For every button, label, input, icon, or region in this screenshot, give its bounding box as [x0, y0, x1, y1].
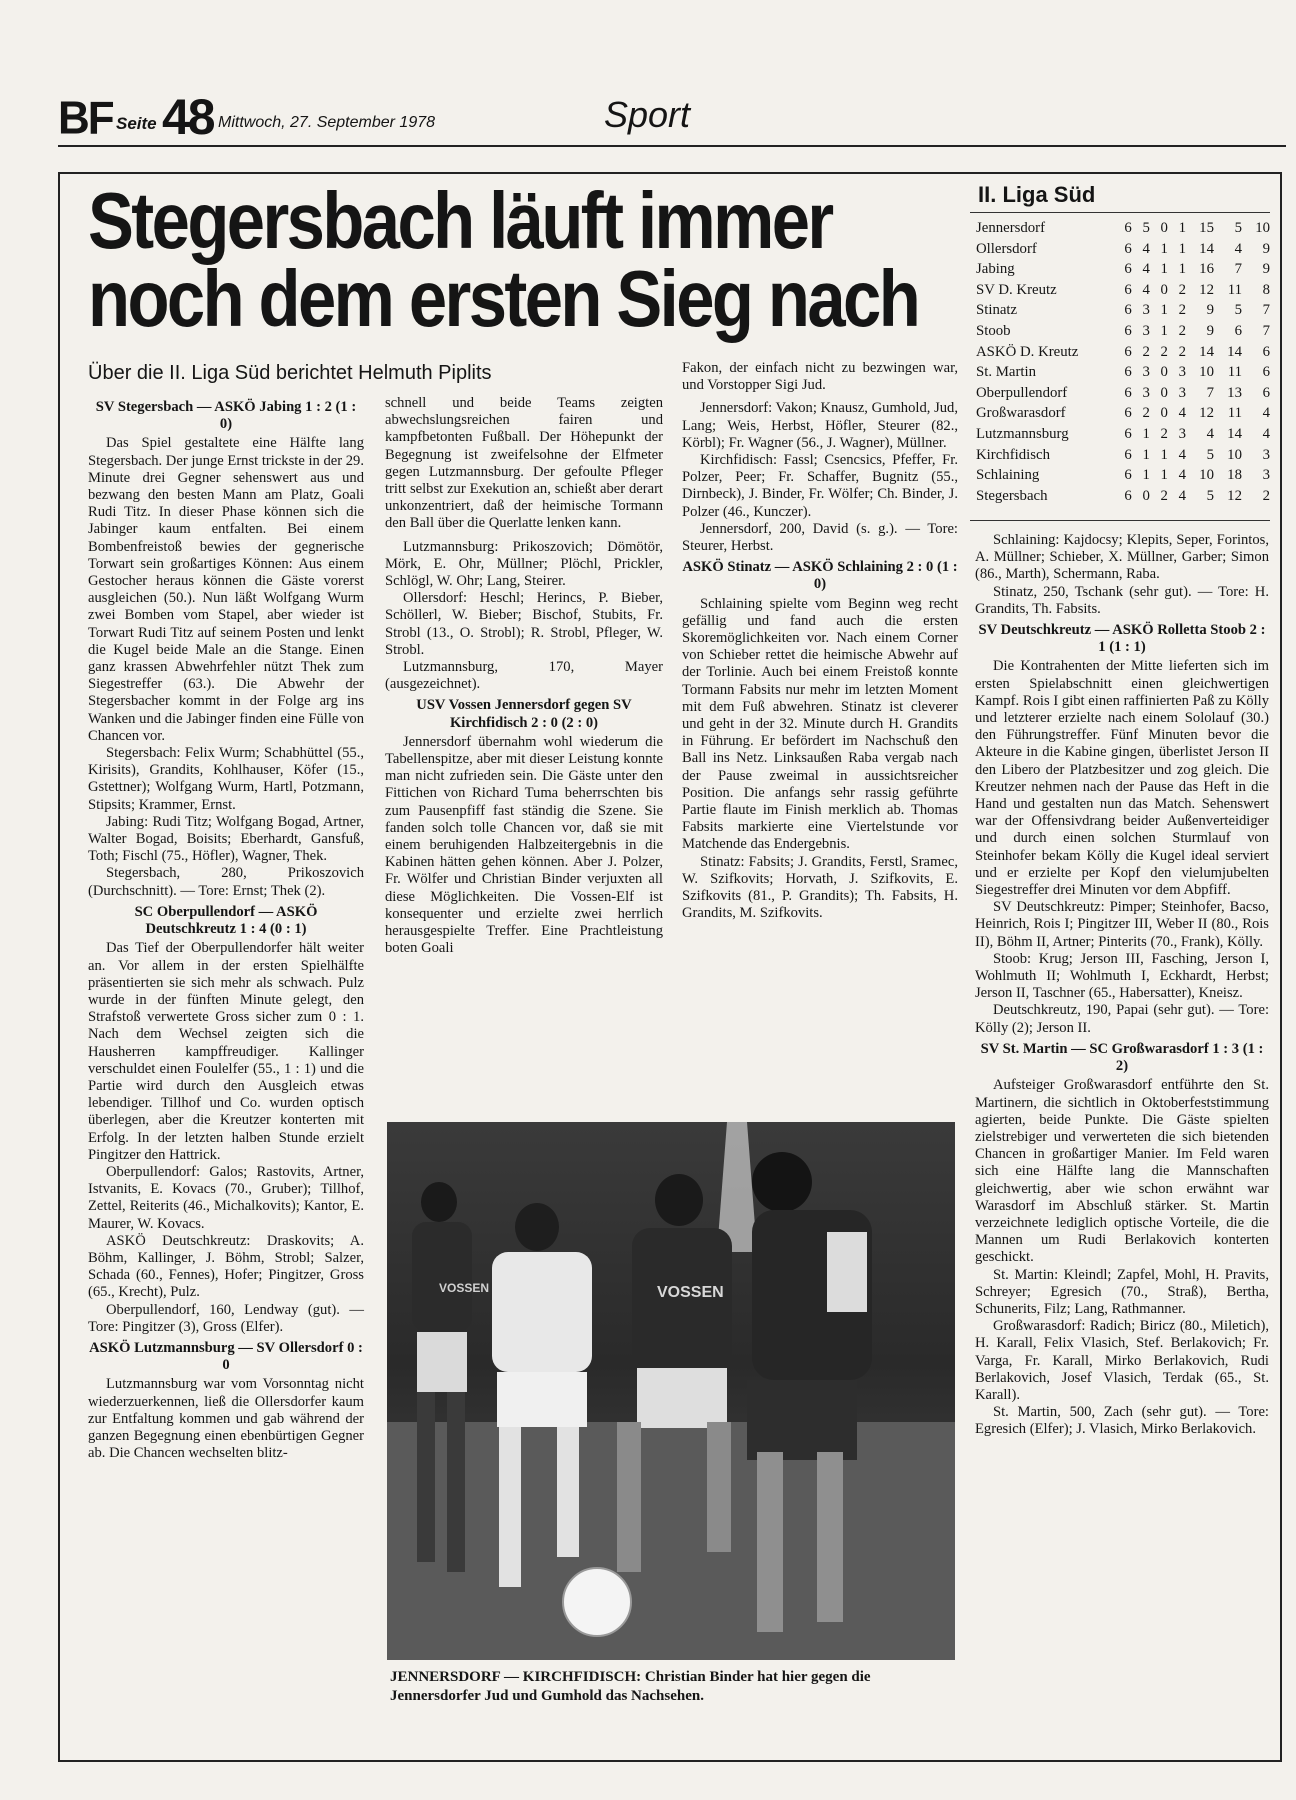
- league-row: [976, 445, 1270, 466]
- stat-cell: 6: [1124, 343, 1132, 360]
- stat-cell: 3: [1142, 322, 1150, 339]
- stat-cell: 5: [1234, 220, 1242, 236]
- lineup: Lutzmannsburg: Prikoszovich; Dömötör, Mörk, E. Ohr, Müllner; Plöchl, Prickler, Schlögl, W. Ohr; Lang, Steirer.: [385, 538, 663, 590]
- stat-cell: 5: [1234, 302, 1242, 319]
- stat-cell: 1: [1160, 467, 1168, 484]
- league-row: [976, 403, 1270, 424]
- stat-cell: 3: [1262, 446, 1270, 463]
- paragraph: Jennersdorf übernahm wohl wiederum die Tabellenspitze, aber mit dieser Leistung konnte man nicht zufrieden sein. Die Gäste unter den Fittichen von Richard Tuma beherrschten bis zum Pausenpfiff fast ständig die Szene. Sie fanden solch tolle Chancen vor, daß sie mit einem beruhigenden Halbzeitergebnis in die Kabinen hätten gehen können. Aber J. Polzer, Fr. Wölfer und Christian Binder verjuxten all diese Möglichkeiten. Die Vossen-Elf ist konsequenter und erzielte zwei herrlich herausgespielte Treffer. Eine Prachtleistung boten Goali: [385, 733, 663, 957]
- stat-cell: 12: [1199, 281, 1214, 298]
- stat-cell: 12: [1199, 405, 1214, 422]
- league-row: [976, 486, 1270, 507]
- lineup: SV Deutschkreutz: Pimper; Steinhofer, Bacso, Heinrich, Rois I; Pingitzer III, Weber II (80., Rois II), Böhm II, Artner; Pinterits (70., Frank), Kölly.: [975, 899, 1269, 950]
- team-name: Oberpullendorf: [976, 384, 1068, 401]
- stat-cell: 14: [1199, 343, 1214, 360]
- lineup: Oberpullendorf: Galos; Rastovits, Artner, Istvanits, E. Kovacs (70., Gruber); Tillhof, Zettel, Reiterits (46., Michalkovits); Kantor, E. Maurer, W. Kovacs.: [88, 1163, 364, 1232]
- stat-cell: 10: [1199, 467, 1214, 484]
- stat-cell: 2: [1178, 302, 1186, 319]
- stat-cell: 6: [1124, 446, 1132, 463]
- paragraph: Das Spiel gestaltete eine Hälfte lang Stegersbach. Der junge Ernst trickste in der 29. Minute drei Gegner sehenswert aus und bezwang den besten Mann am Platz, Goali Rudi Titz. In dieser Phase können sich die Jabinger kaum entfalten. Bei einem Bombenfreistoß bewies der gegnerische Torwart sein großartiges Können: Aus einem Gestocher heraus können die Gäste vorerst ausgleichen (50.). Nun läßt Wolfgang Wurm zwei Bomben vom Stapel, aber wieder ist Torwart Rudi Titz auf seinem Posten und lenkt die Kugel beide Male an die Stange. Einen ganz krassen Abwehrfehler nützt Thek zum Siegestreffer (63.). Die Abwehr der Stegersbacher kommt in der Folge arg ins Wanken und die Jabinger finden eine Fülle von Chancen vor.: [88, 435, 364, 744]
- stat-cell: 0: [1160, 405, 1168, 422]
- lineup: Stinatz: Fabsits; J. Grandits, Ferstl, Sramec, W. Szifkovits; Horvath, J. Szifkovits, E. Szifkovits (81., P. Grandits); Th. Fabsits, H. Grandits, M. Szifkovits.: [682, 853, 958, 922]
- lineup: Kirchfidisch: Fassl; Csencsics, Pfeffer, Fr. Polzer, Peer; Fr. Schaffer, Bugnitz (55., Dirnbeck), J. Binder, Fr. Wölfer; Ch. Binder, J. Polzer (46., Kunczer).: [682, 452, 958, 520]
- headline: [88, 176, 919, 343]
- stat-cell: 1: [1142, 467, 1150, 484]
- stat-cell: 3: [1142, 384, 1150, 401]
- team-name: Ollersdorf: [976, 240, 1037, 257]
- stat-cell: 7: [1262, 322, 1270, 339]
- stat-cell: 6: [1124, 364, 1132, 381]
- seite-label: Seite: [116, 114, 157, 133]
- stat-cell: 2: [1160, 487, 1168, 504]
- team-name: Jennersdorf: [976, 220, 1046, 236]
- stat-cell: 4: [1234, 240, 1242, 257]
- stat-cell: 4: [1262, 425, 1270, 442]
- paragraph: Lutzmannsburg war vom Vorsonntag nicht wiederzuerkennen, ließ die Ollersdorfer kaum zur Entfaltung kommen und gab während der ganzen Begegnung einen ebenbürtigen Gegner ab. Die Chancen wechselten blitz-: [88, 1376, 364, 1462]
- stat-cell: 6: [1124, 281, 1132, 298]
- team-name: Schlaining: [976, 467, 1040, 484]
- stat-cell: 8: [1262, 281, 1270, 298]
- byline: Über die II. Liga Süd berichtet Helmuth Piplits: [88, 362, 492, 384]
- paragraph: Die Kontrahenten der Mitte lieferten sich im ersten Spielabschnitt einen gleichwertigen Kampf. Rois I gibt einen raffinierten Paß zu Kölly und letzterer erzielte nach einem Sololauf (30.) den Führungstreffer. Fünf Minuten bevor die Akteure in die Kabine gingen, überlistet Jerson II den Libero der Platzbesitzer und zog gleich. Die Kreutzer nehmen nach der Pause das Heft in die Hand und gestalten nun das Match. Sehenswert war der Offensivdrang beider Außenverteidiger und durch einen solchen Sturmlauf von Steinhofer bekam Kölly die Kugel ideal serviert und er erzielte per Kopf den vielumjubelten Siegestreffer drei Minuten vor dem Abpfiff.: [975, 658, 1269, 899]
- lineup: Jennersdorf: Vakon; Knausz, Gumhold, Jud, Lang; Weis, Herbst, Höfler, Steurer (82., Körbl); Fr. Wagner (56., J. Wagner), Müllner.: [682, 400, 958, 451]
- league-row: [976, 321, 1270, 342]
- stat-cell: 15: [1199, 220, 1214, 236]
- stat-cell: 2: [1178, 322, 1186, 339]
- match-heading: SV Stegersbach — ASKÖ Jabing 1 : 2 (1 : 0): [95, 399, 357, 433]
- match-facts: Lutzmannsburg, 170, Mayer (ausgezeichnet).: [385, 659, 663, 693]
- match-photo: [387, 1122, 955, 1660]
- league-row: [976, 239, 1270, 260]
- lineup: Schlaining: Kajdocsy; Klepits, Seper, Forintos, A. Müllner; Schieber, X. Müllner, Garber; Simon (86., Marth), Schermann, Raba.: [975, 532, 1269, 583]
- league-row: [976, 300, 1270, 321]
- match-heading: ASKÖ Lutzmannsburg — SV Ollersdorf 0 : 0: [89, 1339, 363, 1374]
- stat-cell: 6: [1262, 364, 1270, 381]
- stat-cell: 10: [1255, 220, 1270, 236]
- stat-cell: 0: [1160, 364, 1168, 381]
- stat-cell: 1: [1178, 220, 1186, 236]
- team-name: Stoob: [976, 322, 1011, 339]
- stat-cell: 14: [1199, 240, 1214, 257]
- league-row: [976, 362, 1270, 383]
- lineup: Stoob: Krug; Jerson III, Fasching, Jerson I, Wohlmuth II; Wohlmuth I, Eckhardt, Herbst; Jerson II, Taschner (65., Habersatter), Kneisz.: [975, 950, 1269, 1002]
- stat-cell: 0: [1160, 281, 1168, 298]
- divider: [970, 212, 1270, 213]
- stat-cell: 4: [1178, 405, 1186, 422]
- team-name: Stegersbach: [976, 487, 1048, 504]
- stat-cell: 6: [1124, 302, 1132, 319]
- header-rule: [58, 145, 1286, 147]
- stat-cell: 9: [1262, 261, 1270, 278]
- section-title: Sport: [604, 94, 691, 135]
- stat-cell: 1: [1178, 261, 1186, 278]
- stat-cell: 1: [1160, 322, 1168, 339]
- shirt-text: VOSSEN: [657, 1284, 724, 1301]
- stat-cell: 6: [1124, 405, 1132, 422]
- match-heading: USV Vossen Jennersdorf gegen SV Kirchfidisch 2 : 0 (2 : 0): [416, 697, 632, 731]
- lineup: Jabing: Rudi Titz; Wolfgang Bogad, Artner, Walter Bogad, Boisits; Eberhardt, Gansfuß, Toth; Fischl (75., Höfler), Wagner, Thek.: [88, 813, 364, 865]
- stat-cell: 1: [1160, 302, 1168, 319]
- team-name: Stinatz: [976, 302, 1018, 319]
- stat-cell: 2: [1142, 343, 1150, 360]
- team-name: St. Martin: [976, 364, 1037, 381]
- page-number: 48: [162, 89, 214, 145]
- stat-cell: 3: [1178, 384, 1186, 401]
- team-name: ASKÖ D. Kreutz: [976, 343, 1079, 360]
- stat-cell: 2: [1178, 281, 1186, 298]
- team-name: SV D. Kreutz: [976, 281, 1057, 298]
- match-facts: Stegersbach, 280, Prikoszovich (Durchschnitt). — Tore: Ernst; Thek (2).: [88, 865, 364, 899]
- paragraph: Schlaining spielte vom Beginn weg recht gefällig und fand auch die ersten Skoremöglichkeiten vor. Nach einem Corner von Schieber rettet die heimische Abwehr auf der Torlinie. Auch bei einem Freistoß konnte Tormann Fabsits nur mehr im letzten Moment mit dem Fuß abwehren. Stinatz ist cleverer und geht in der 32. Minute durch H. Grandits in Führung. Er befördert im Nachschuß den Ball ins Netz. Linksaußen Raba vergab nach der Pause zweimal in aussichtsreicher Position. Die anfangs sehr rassig geführte Partie flaute im Finish merklich ab. Thomas Fabsits markierte eine Viertelstunde vor Matchende das Endergebnis.: [682, 595, 958, 853]
- stat-cell: 6: [1124, 425, 1132, 442]
- stat-cell: 6: [1124, 322, 1132, 339]
- paragraph: Das Tief der Oberpullendorfer hält weiter an. Vor allem in der ersten Spielhälfte präsentierten sie sich mehr als schwach. Pulz wurde in der fünften Minute gelegt, den Strafstoß verwertete Gross sicher zum 0 : 1. Nach dem Wechsel zeigten sich die Hausherren kampffreudiger. Kallinger verschuldet einen Foulelfer (55., 1 : 1) und die Partie wird durch den Ausgleich etwas lebendiger. Tillhof und Co. wurden optisch überlegen, aber die Kreutzer konterten mit Erfolg. In der letzten halben Stunde erzielt Pingitzer den Hattrick.: [88, 940, 364, 1163]
- stat-cell: 11: [1227, 281, 1242, 298]
- match-facts: Jennersdorf, 200, David (s. g.). — Tore: Steurer, Herbst.: [682, 520, 958, 555]
- stat-cell: 1: [1160, 240, 1168, 257]
- issue-date: Mittwoch, 27. September 1978: [218, 114, 436, 131]
- paragraph: Fakon, der einfach nicht zu bezwingen war, und Vorstopper Sigi Jud.: [682, 360, 958, 394]
- stat-cell: 3: [1262, 467, 1270, 484]
- league-row: [976, 465, 1270, 486]
- team-name: Jabing: [976, 261, 1015, 278]
- headline-line-2: noch dem ersten Sieg nach: [88, 254, 919, 343]
- league-row: [976, 218, 1270, 239]
- shirt-text: VOSSEN: [439, 1281, 490, 1295]
- stat-cell: 6: [1124, 384, 1132, 401]
- stat-cell: 7: [1262, 302, 1270, 319]
- paragraph: Aufsteiger Großwarasdorf entführte den St. Martinern, die sichtlich in Oktoberfeststimmung agierten, beide Punkte. Die Gäste spielten zielstrebiger und verwerteten die sich bietenden Chancen in großartiger Manier. Im Feld waren sich eine Hälfte lang die Mannschaften gleichwertig, aber wie schon erwähnt war Warasdorf im Abschluß stärker. St. Martin verzeichnete lediglich optische Vorteile, die die Mannen um Rudi Berlakovich konterten geschickt.: [975, 1077, 1269, 1266]
- match-heading: SC Oberpullendorf — ASKÖ Deutschkreutz 1 : 4 (0 : 1): [134, 903, 318, 938]
- stat-cell: 16: [1199, 261, 1214, 278]
- stat-cell: 2: [1142, 405, 1150, 422]
- stat-cell: 3: [1178, 425, 1186, 442]
- stat-cell: 6: [1124, 467, 1132, 484]
- league-row: [976, 259, 1270, 280]
- stat-cell: 6: [1124, 487, 1132, 504]
- league-table-title: II. Liga Süd: [978, 182, 1096, 207]
- stat-cell: 10: [1199, 364, 1214, 381]
- stat-cell: 9: [1262, 240, 1270, 257]
- stat-cell: 9: [1206, 322, 1214, 339]
- paragraph: schnell und beide Teams zeigten abwechslungsreichen fairen und kampfbetonten Fußball. Der Höhepunkt der Begegnung ist zweifelsohne der Elfmeter gegen Lutzmannsburg. Der gefoulte Pfleger tritt selbst zur Exekution an, schießt aber derart unkonzentriert, daß der heimische Tormann den Ball über die Querlatte lenken kann.: [385, 395, 663, 532]
- lineup: Ollersdorf: Heschl; Herincs, P. Bieber, Schöllerl, W. Bieber; Bischof, Stubits, Fr. Strobl (13., O. Strobl); R. Strobl, Pfleger, W. Strobl.: [385, 590, 663, 658]
- league-row: [976, 383, 1270, 404]
- league-table: [976, 218, 1270, 506]
- stat-cell: 4: [1178, 487, 1186, 504]
- match-heading: SV Deutschkreutz — ASKÖ Rolletta Stoob 2 : 1 (1 : 1): [978, 622, 1266, 656]
- photo-caption: JENNERSDORF — KIRCHFIDISCH: Christian Binder hat hier gegen die Jennersdorfer Jud und Gumhold das Nachsehen.: [390, 1669, 871, 1704]
- logo: BF: [58, 92, 113, 145]
- stat-cell: 2: [1178, 343, 1186, 360]
- divider: [970, 520, 1270, 521]
- lineup: Stegersbach: Felix Wurm; Schabhüttel (55., Kirisits), Grandits, Kohlhauser, Köfer (15., Gstettner); Wolfgang Wurm, Hartl, Potzmann, Stipsits; Krammer, Ernst.: [88, 745, 364, 813]
- stat-cell: 7: [1234, 261, 1242, 278]
- stat-cell: 18: [1227, 467, 1242, 484]
- stat-cell: 4: [1262, 405, 1270, 422]
- match-heading: SV St. Martin — SC Großwarasdorf 1 : 3 (1 : 2): [980, 1040, 1264, 1075]
- lineup: St. Martin: Kleindl; Zapfel, Mohl, H. Pravits, Schreyer; Egresich (70., Straß), Bertha, Schunerits, Filz; Lang, Rathmanner.: [975, 1266, 1269, 1317]
- stat-cell: 5: [1206, 446, 1214, 463]
- column-4: [975, 532, 1269, 1439]
- stat-cell: 0: [1160, 220, 1168, 236]
- stat-cell: 4: [1142, 240, 1150, 257]
- stat-cell: 2: [1160, 425, 1168, 442]
- stat-cell: 2: [1160, 343, 1168, 360]
- team-name: Kirchfidisch: [976, 446, 1050, 463]
- masthead: [58, 88, 1286, 145]
- stat-cell: 4: [1206, 425, 1214, 442]
- league-row: [976, 280, 1270, 301]
- stat-cell: 4: [1142, 281, 1150, 298]
- stat-cell: 5: [1206, 487, 1214, 504]
- stat-cell: 6: [1124, 220, 1132, 236]
- stat-cell: 2: [1262, 487, 1270, 504]
- stat-cell: 9: [1206, 302, 1214, 319]
- league-row: [976, 342, 1270, 363]
- match-heading: ASKÖ Stinatz — ASKÖ Schlaining 2 : 0 (1 : 0): [682, 559, 958, 593]
- lineup: Großwarasdorf: Radich; Biricz (80., Miletich), H. Karall, Felix Vlasich, Stef. Berlakovich; Fr. Varga, Fr. Karall, Mirko Berlakovich, Rudi Berlakovich, Josef Vlasich, Terdak (65., St. Karall).: [975, 1318, 1269, 1403]
- team-name: Lutzmannsburg: [976, 425, 1069, 442]
- stat-cell: 6: [1124, 240, 1132, 257]
- stat-cell: 6: [1124, 261, 1132, 278]
- stat-cell: 3: [1142, 364, 1150, 381]
- column-3: [682, 360, 958, 923]
- stat-cell: 0: [1142, 487, 1150, 504]
- stat-cell: 4: [1142, 261, 1150, 278]
- stat-cell: 1: [1178, 240, 1186, 257]
- lineup: ASKÖ Deutschkreutz: Draskovits; A. Böhm, Kallinger, J. Böhm, Strobl; Salzer, Schada (60., Fennes), Hofer; Pingitzer, Gross (65., Krecht), Pulz.: [88, 1232, 364, 1301]
- stat-cell: 11: [1227, 364, 1242, 381]
- stat-cell: 3: [1178, 364, 1186, 381]
- stat-cell: 6: [1262, 384, 1270, 401]
- stat-cell: 14: [1227, 425, 1242, 442]
- column-2: [385, 395, 663, 958]
- league-row: [976, 424, 1270, 445]
- stat-cell: 14: [1227, 343, 1242, 360]
- match-facts: St. Martin, 500, Zach (sehr gut). — Tore: Egresich (Elfer); J. Vlasich, Mirko Berlakovich.: [975, 1404, 1269, 1438]
- stat-cell: 7: [1206, 384, 1214, 401]
- match-facts: Deutschkreutz, 190, Papai (sehr gut). — Tore: Kölly (2); Jerson II.: [975, 1002, 1269, 1036]
- stat-cell: 13: [1227, 384, 1242, 401]
- headline-line-1: Stegersbach läuft immer: [88, 176, 832, 265]
- stat-cell: 0: [1160, 384, 1168, 401]
- stat-cell: 1: [1160, 446, 1168, 463]
- stat-cell: 12: [1227, 487, 1242, 504]
- stat-cell: 5: [1142, 220, 1150, 236]
- stat-cell: 1: [1160, 261, 1168, 278]
- stat-cell: 10: [1227, 446, 1242, 463]
- stat-cell: 6: [1262, 343, 1270, 360]
- stat-cell: 4: [1178, 467, 1186, 484]
- team-name: Großwarasdorf: [976, 405, 1066, 422]
- stat-cell: 1: [1142, 446, 1150, 463]
- stat-cell: 6: [1234, 322, 1242, 339]
- column-1: [88, 395, 364, 1462]
- stat-cell: 1: [1142, 425, 1150, 442]
- stat-cell: 4: [1178, 446, 1186, 463]
- match-facts: Oberpullendorf, 160, Lendway (gut). — Tore: Pingitzer (3), Gross (Elfer).: [88, 1301, 364, 1335]
- stat-cell: 3: [1142, 302, 1150, 319]
- match-facts: Stinatz, 250, Tschank (sehr gut). — Tore: H. Grandits, Th. Fabsits.: [975, 583, 1269, 617]
- stat-cell: 11: [1227, 405, 1242, 422]
